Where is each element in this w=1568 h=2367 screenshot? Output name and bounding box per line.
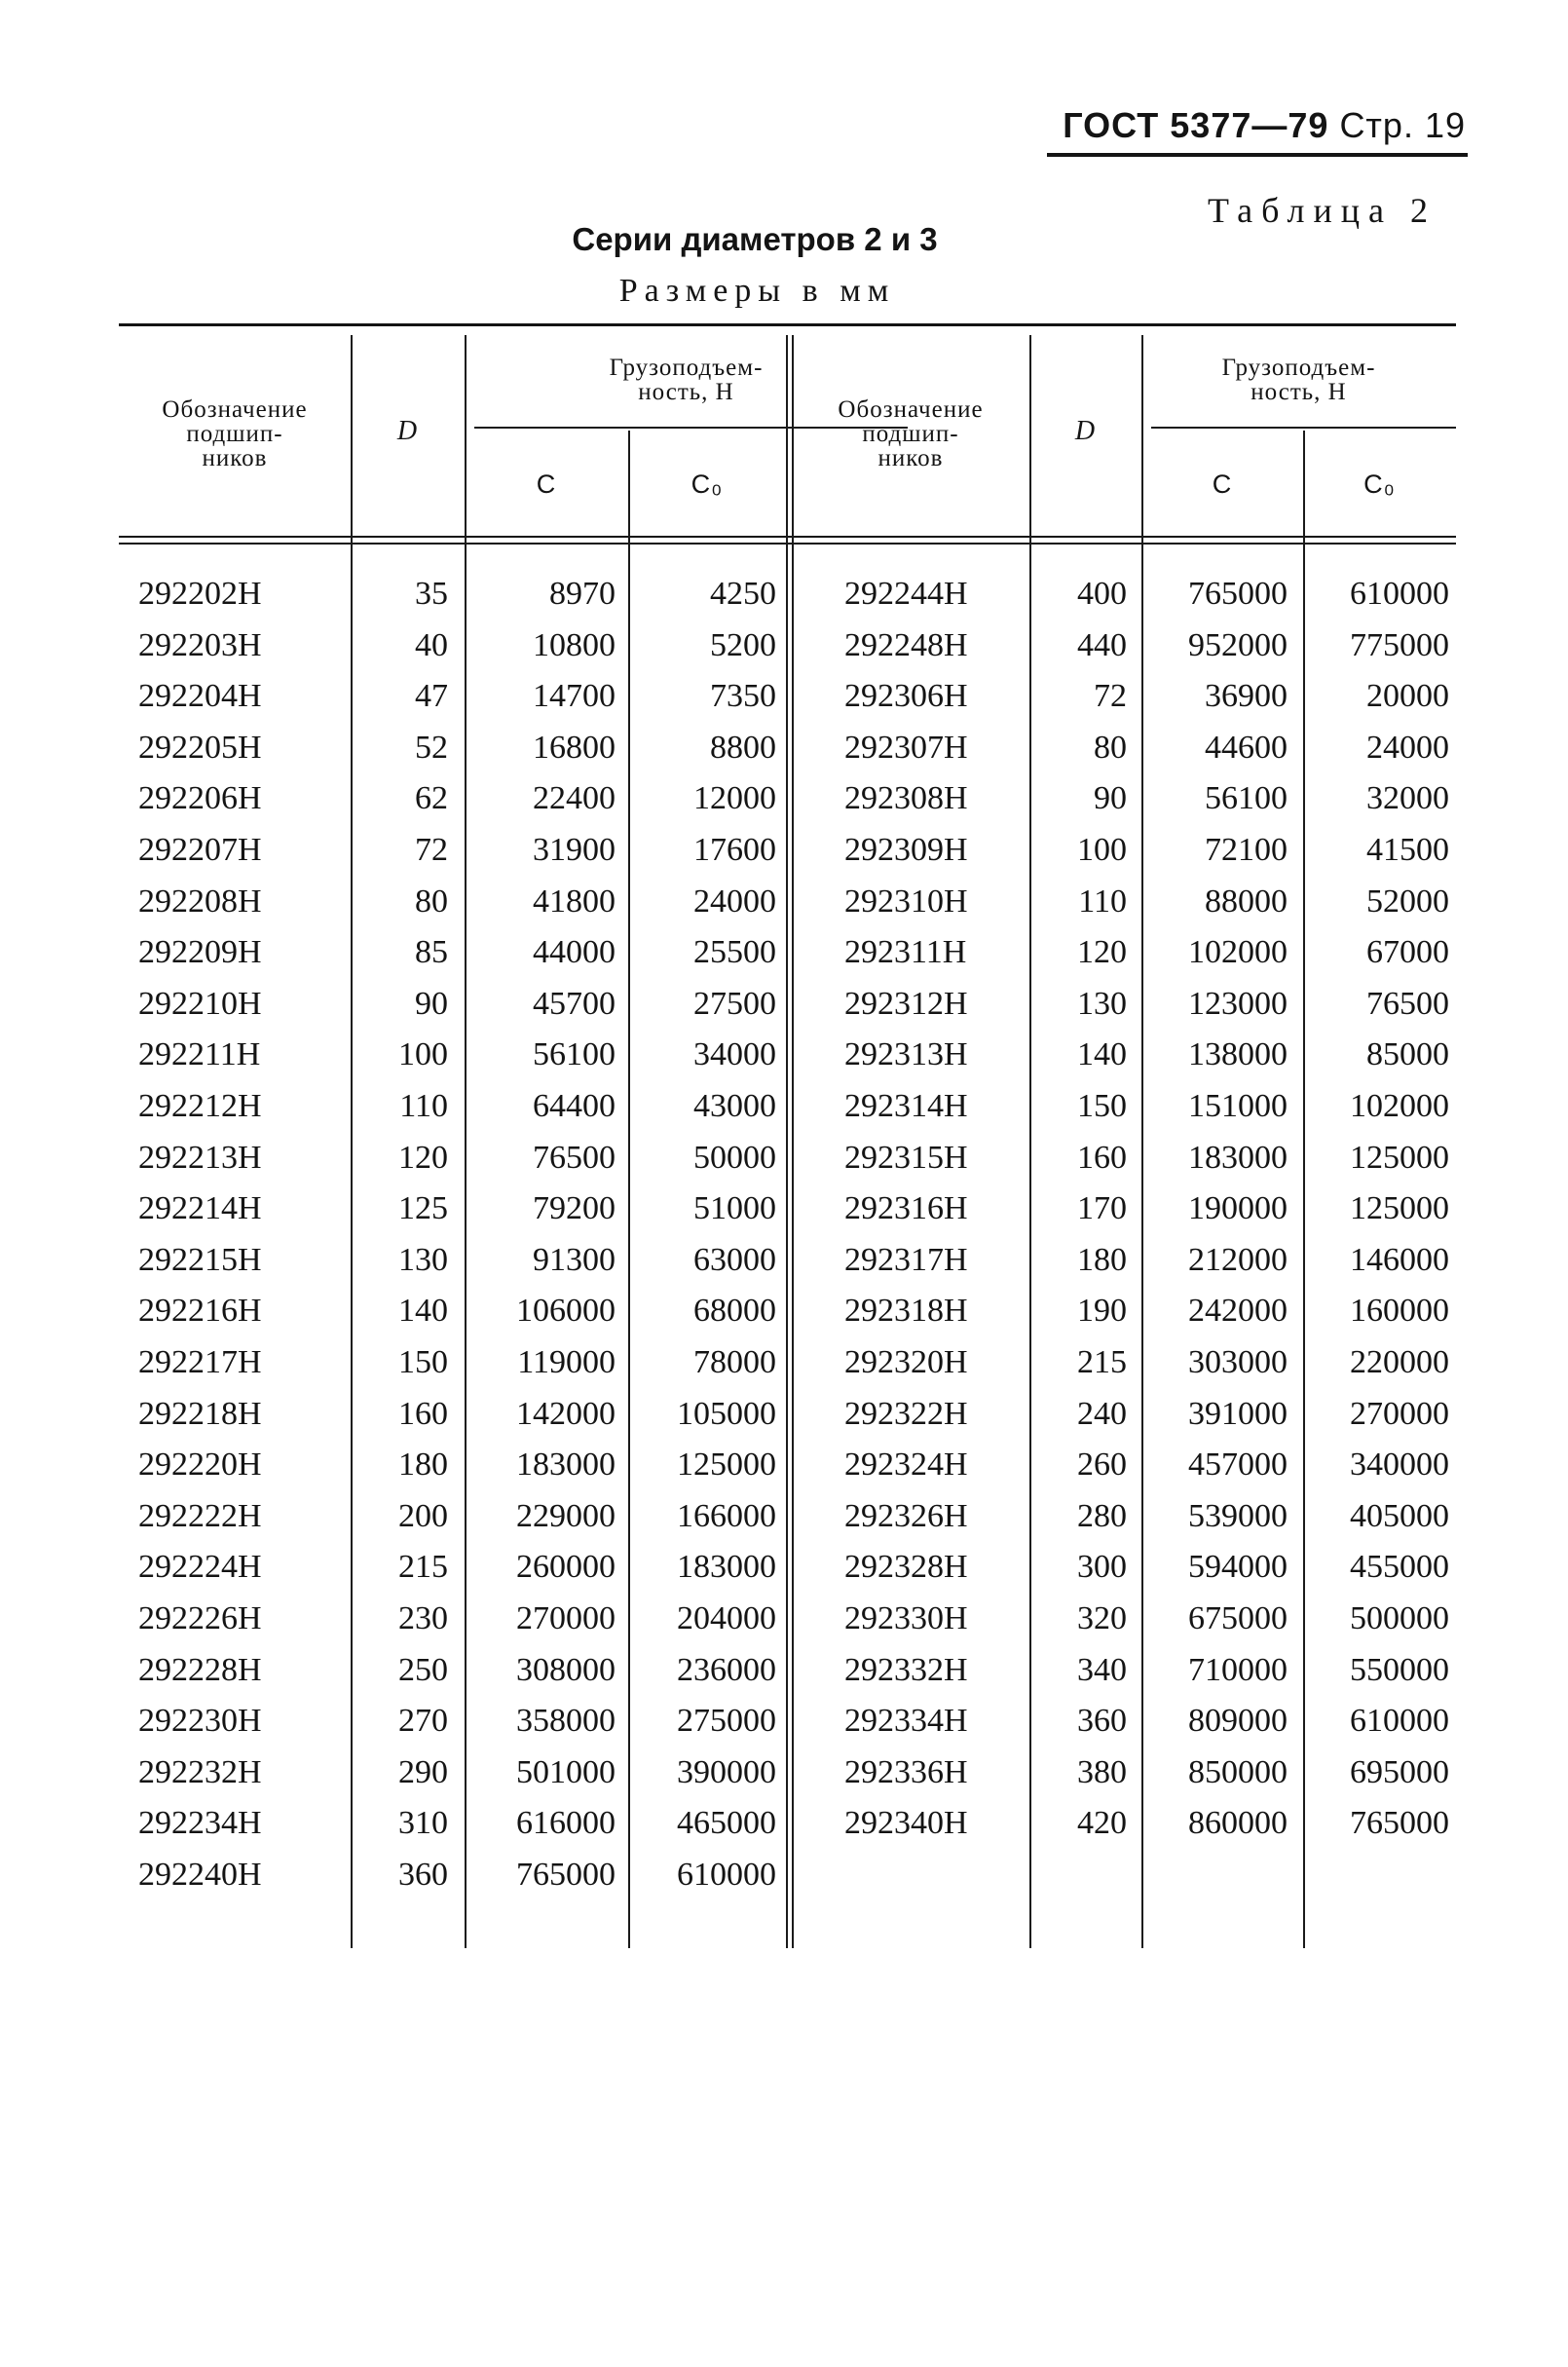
cell-designation: 292217Н	[138, 1344, 262, 1380]
cell-diameter: 360	[1077, 1703, 1127, 1740]
cell-load-c0: 610000	[677, 1857, 776, 1893]
cell-designation: 292244Н	[844, 576, 968, 612]
table-row-right	[119, 825, 1456, 876]
cell-diameter: 110	[399, 1088, 448, 1124]
cell-diameter: 80	[415, 883, 448, 920]
cell-designation: 292226Н	[138, 1600, 262, 1636]
cell-designation: 292324Н	[844, 1446, 968, 1484]
cell-designation: 292317Н	[844, 1241, 968, 1278]
cell-diameter: 440	[1077, 626, 1127, 663]
cell-designation: 292215Н	[138, 1241, 262, 1278]
cell-load-c0: 125000	[1350, 1139, 1449, 1176]
cell-load-c0: 51000	[693, 1190, 776, 1227]
load-subheader-rule-right	[1151, 427, 1456, 429]
cell-designation: 292207Н	[138, 832, 262, 868]
cell-load-c: 229000	[516, 1497, 616, 1534]
cell-load-c: 457000	[1188, 1446, 1288, 1484]
cell-load-c0: 204000	[677, 1600, 776, 1636]
cell-load-c0: 765000	[1350, 1805, 1449, 1842]
header-designation: Обозначение подшип- ников	[162, 396, 308, 471]
cell-load-c0: 12000	[693, 780, 776, 817]
cell-load-c0: 695000	[1350, 1753, 1449, 1790]
cell-load-c0: 8800	[710, 729, 776, 766]
table-row-right	[119, 1235, 1456, 1286]
cell-load-c: 102000	[1188, 934, 1288, 971]
cell-designation: 292330Н	[844, 1600, 968, 1636]
cell-diameter: 215	[1077, 1344, 1127, 1380]
cell-designation: 292248Н	[844, 626, 968, 663]
cell-designation: 292334Н	[844, 1703, 968, 1740]
table-top-rule	[119, 323, 1456, 326]
cell-load-c0: 24000	[1366, 729, 1449, 766]
header-rule	[1047, 153, 1468, 157]
cell-load-c: 594000	[1188, 1549, 1288, 1586]
cell-diameter: 400	[1077, 576, 1127, 612]
cell-diameter: 120	[1077, 934, 1127, 971]
table-row-right	[119, 1184, 1456, 1234]
cell-designation: 292328Н	[844, 1549, 968, 1586]
header-diameter: D	[1074, 416, 1097, 446]
cell-designation: 292214Н	[138, 1190, 262, 1227]
cell-diameter: 150	[398, 1344, 448, 1380]
cell-load-c0: 270000	[1350, 1395, 1449, 1432]
cell-load-c0: 50000	[693, 1139, 776, 1176]
cell-load-c0: 455000	[1350, 1549, 1449, 1586]
header-c0: C₀	[691, 470, 724, 499]
cell-load-c0: 465000	[677, 1805, 776, 1842]
cell-designation: 292203Н	[138, 626, 262, 663]
cell-load-c0: 41500	[1366, 832, 1449, 868]
cell-load-c: 710000	[1188, 1651, 1288, 1688]
cell-load-c: 260000	[516, 1549, 616, 1586]
cell-load-c: 242000	[1188, 1293, 1288, 1330]
cell-diameter: 260	[1077, 1446, 1127, 1484]
cell-designation: 292220Н	[138, 1446, 262, 1484]
table-number: Таблица 2	[1208, 191, 1437, 230]
cell-load-c0: 17600	[693, 832, 776, 868]
table-row-right	[119, 1133, 1456, 1184]
table-row-right	[119, 569, 1456, 620]
cell-load-c0: 275000	[677, 1703, 776, 1740]
cell-load-c0: 105000	[677, 1395, 776, 1432]
cell-load-c0: 34000	[693, 1036, 776, 1073]
cell-load-c0: 405000	[1350, 1497, 1449, 1534]
table-row-right	[119, 723, 1456, 773]
cell-diameter: 310	[398, 1805, 448, 1842]
cell-load-c: 616000	[516, 1805, 616, 1842]
table-row-right	[119, 1337, 1456, 1388]
cell-designation: 292222Н	[138, 1497, 262, 1534]
cell-designation: 292240Н	[138, 1857, 262, 1893]
cell-load-c: 358000	[516, 1703, 616, 1740]
table-row-right	[119, 1645, 1456, 1696]
cell-load-c0: 183000	[677, 1549, 776, 1586]
cell-load-c: 56100	[533, 1036, 616, 1073]
cell-diameter: 290	[398, 1753, 448, 1790]
cell-load-c0: 27500	[693, 985, 776, 1022]
cell-load-c0: 67000	[1366, 934, 1449, 971]
cell-load-c0: 610000	[1350, 576, 1449, 612]
cell-diameter: 360	[398, 1857, 448, 1893]
cell-designation: 292309Н	[844, 832, 968, 868]
cell-diameter: 280	[1077, 1497, 1127, 1534]
cell-load-c: 142000	[516, 1395, 616, 1432]
cell-designation: 292336Н	[844, 1753, 968, 1790]
cell-load-c0: 125000	[1350, 1190, 1449, 1227]
running-header	[1063, 105, 1466, 146]
cell-diameter: 90	[1094, 780, 1127, 817]
cell-load-c: 308000	[516, 1651, 616, 1688]
cell-diameter: 160	[1077, 1139, 1127, 1176]
cell-diameter: 72	[1094, 678, 1127, 715]
cell-load-c: 44000	[533, 934, 616, 971]
cell-diameter: 240	[1077, 1395, 1127, 1432]
cell-load-c: 303000	[1188, 1344, 1288, 1380]
cell-diameter: 47	[415, 678, 448, 715]
table-row-right	[119, 1081, 1456, 1132]
cell-designation: 292314Н	[844, 1088, 968, 1124]
cell-load-c: 183000	[516, 1446, 616, 1484]
cell-designation: 292224Н	[138, 1549, 262, 1586]
cell-designation: 292340Н	[844, 1805, 968, 1842]
table-row-right	[119, 773, 1456, 824]
table-title: Серии диаметров 2 и 3	[572, 221, 938, 257]
cell-designation: 292204Н	[138, 678, 262, 715]
cell-load-c: 850000	[1188, 1753, 1288, 1790]
cell-diameter: 320	[1077, 1600, 1127, 1636]
cell-designation: 292206Н	[138, 780, 262, 817]
cell-diameter: 215	[398, 1549, 448, 1586]
cell-diameter: 170	[1077, 1190, 1127, 1227]
cell-designation: 292211Н	[138, 1036, 261, 1073]
cell-diameter: 180	[1077, 1241, 1127, 1278]
cell-diameter: 120	[398, 1139, 448, 1176]
table-row-right	[119, 1440, 1456, 1490]
cell-load-c0: 43000	[693, 1088, 776, 1124]
cell-diameter: 40	[415, 626, 448, 663]
cell-load-c: 91300	[533, 1241, 616, 1278]
table-row-right	[119, 927, 1456, 978]
cell-designation: 292318Н	[844, 1293, 968, 1330]
cell-designation: 292230Н	[138, 1703, 262, 1740]
cell-load-c: 16800	[533, 729, 616, 766]
page-number: Стр. 19	[1339, 105, 1466, 145]
cell-load-c0: 102000	[1350, 1088, 1449, 1124]
cell-load-c0: 4250	[710, 576, 776, 612]
cell-diameter: 180	[398, 1446, 448, 1484]
cell-load-c: 952000	[1188, 626, 1288, 663]
cell-load-c0: 340000	[1350, 1446, 1449, 1484]
cell-designation: 292307Н	[844, 729, 968, 766]
cell-load-c: 31900	[533, 832, 616, 868]
cell-load-c: 45700	[533, 985, 616, 1022]
cell-load-c0: 52000	[1366, 883, 1449, 920]
cell-load-c0: 5200	[710, 626, 776, 663]
cell-load-c0: 85000	[1366, 1036, 1449, 1073]
cell-diameter: 62	[415, 780, 448, 817]
cell-designation: 292205Н	[138, 729, 262, 766]
cell-load-c0: 78000	[693, 1344, 776, 1380]
cell-designation: 292210Н	[138, 985, 262, 1022]
standard-number: ГОСТ 5377—79	[1063, 105, 1329, 145]
cell-load-c0: 236000	[677, 1651, 776, 1688]
cell-load-c: 56100	[1205, 780, 1288, 817]
cell-load-c0: 7350	[710, 678, 776, 715]
cell-load-c0: 32000	[1366, 780, 1449, 817]
table-row-right	[119, 1286, 1456, 1336]
cell-load-c: 41800	[533, 883, 616, 920]
cell-load-c0: 220000	[1350, 1344, 1449, 1380]
table-row-right	[119, 620, 1456, 671]
cell-load-c: 22400	[533, 780, 616, 817]
cell-diameter: 230	[398, 1600, 448, 1636]
cell-load-c0: 125000	[677, 1446, 776, 1484]
cell-designation: 292208Н	[138, 883, 262, 920]
cell-load-c0: 160000	[1350, 1293, 1449, 1330]
cell-designation: 292316Н	[844, 1190, 968, 1227]
cell-diameter: 100	[1077, 832, 1127, 868]
cell-designation: 292202Н	[138, 576, 262, 612]
cell-load-c0: 166000	[677, 1497, 776, 1534]
cell-designation: 292315Н	[844, 1139, 968, 1176]
cell-load-c: 212000	[1188, 1241, 1288, 1278]
cell-load-c: 151000	[1188, 1088, 1288, 1124]
table-row-right	[119, 671, 1456, 722]
cell-load-c0: 24000	[693, 883, 776, 920]
cell-load-c: 8970	[549, 576, 616, 612]
cell-designation: 292312Н	[844, 985, 968, 1022]
cell-designation: 292313Н	[844, 1036, 968, 1073]
units-caption: Размеры в мм	[618, 273, 896, 309]
cell-load-c: 765000	[1188, 576, 1288, 612]
header-load-capacity: Грузоподъем- ность, Н	[1221, 355, 1376, 405]
table-row-right	[119, 979, 1456, 1030]
cell-designation: 292232Н	[138, 1753, 262, 1790]
cell-diameter: 125	[398, 1190, 448, 1227]
cell-load-c: 675000	[1188, 1600, 1288, 1636]
cell-designation: 292332Н	[844, 1651, 968, 1688]
header-c0: C₀	[1363, 470, 1396, 499]
cell-designation: 292311Н	[844, 934, 967, 971]
table-row-right	[119, 1389, 1456, 1440]
cell-designation: 292322Н	[844, 1395, 968, 1432]
cell-diameter: 85	[415, 934, 448, 971]
cell-load-c: 106000	[516, 1293, 616, 1330]
cell-diameter: 420	[1077, 1805, 1127, 1842]
cell-load-c: 809000	[1188, 1703, 1288, 1740]
cell-load-c0: 390000	[677, 1753, 776, 1790]
header-c: C	[1212, 470, 1233, 499]
table-row-right	[119, 1747, 1456, 1798]
cell-designation: 292310Н	[844, 883, 968, 920]
cell-designation: 292209Н	[138, 934, 262, 971]
header-load-capacity: Грузоподъем- ность, Н	[609, 355, 764, 405]
cell-diameter: 150	[1077, 1088, 1127, 1124]
cell-load-c: 64400	[533, 1088, 616, 1124]
cell-load-c: 138000	[1188, 1036, 1288, 1073]
cell-load-c: 270000	[516, 1600, 616, 1636]
cell-diameter: 200	[398, 1497, 448, 1534]
cell-designation: 292218Н	[138, 1395, 262, 1432]
cell-load-c: 765000	[516, 1857, 616, 1893]
cell-designation: 292326Н	[844, 1497, 968, 1534]
cell-diameter: 130	[1077, 985, 1127, 1022]
header-diameter: D	[396, 416, 419, 446]
cell-diameter: 52	[415, 729, 448, 766]
cell-load-c0: 25500	[693, 934, 776, 971]
cell-diameter: 160	[398, 1395, 448, 1432]
cell-designation: 292212Н	[138, 1088, 262, 1124]
table-row-right	[119, 1594, 1456, 1644]
cell-diameter: 130	[398, 1241, 448, 1278]
cell-load-c: 190000	[1188, 1190, 1288, 1227]
table-row-left	[119, 1850, 1456, 1900]
cell-load-c: 88000	[1205, 883, 1288, 920]
cell-load-c0: 550000	[1350, 1651, 1449, 1688]
cell-diameter: 72	[415, 832, 448, 868]
table-row-right	[119, 877, 1456, 927]
cell-load-c0: 610000	[1350, 1703, 1449, 1740]
cell-designation: 292228Н	[138, 1651, 262, 1688]
cell-load-c: 36900	[1205, 678, 1288, 715]
cell-diameter: 300	[1077, 1549, 1127, 1586]
cell-load-c: 539000	[1188, 1497, 1288, 1534]
cell-load-c: 183000	[1188, 1139, 1288, 1176]
cell-diameter: 250	[398, 1651, 448, 1688]
cell-load-c: 501000	[516, 1753, 616, 1790]
cell-load-c0: 63000	[693, 1241, 776, 1278]
header-c: C	[536, 470, 557, 499]
cell-load-c: 123000	[1188, 985, 1288, 1022]
table-row-right	[119, 1542, 1456, 1593]
header-designation: Обозначение подшип- ников	[838, 396, 984, 471]
cell-load-c0: 500000	[1350, 1600, 1449, 1636]
cell-diameter: 140	[398, 1293, 448, 1330]
cell-diameter: 380	[1077, 1753, 1127, 1790]
cell-load-c: 72100	[1205, 832, 1288, 868]
cell-diameter: 270	[398, 1703, 448, 1740]
cell-load-c: 79200	[533, 1190, 616, 1227]
cell-diameter: 110	[1078, 883, 1127, 920]
cell-diameter: 90	[415, 985, 448, 1022]
cell-designation: 292306Н	[844, 678, 968, 715]
cell-designation: 292308Н	[844, 780, 968, 817]
cell-diameter: 35	[415, 576, 448, 612]
cell-designation: 292234Н	[138, 1805, 262, 1842]
cell-load-c: 44600	[1205, 729, 1288, 766]
cell-designation: 292320Н	[844, 1344, 968, 1380]
cell-load-c0: 146000	[1350, 1241, 1449, 1278]
cell-load-c: 391000	[1188, 1395, 1288, 1432]
cell-load-c0: 775000	[1350, 626, 1449, 663]
table-row-right	[119, 1696, 1456, 1747]
cell-load-c: 76500	[533, 1139, 616, 1176]
cell-designation: 292216Н	[138, 1293, 262, 1330]
table-row-right	[119, 1030, 1456, 1080]
cell-load-c: 119000	[517, 1344, 616, 1380]
cell-load-c: 14700	[533, 678, 616, 715]
cell-designation: 292213Н	[138, 1139, 262, 1176]
cell-diameter: 340	[1077, 1651, 1127, 1688]
cell-load-c0: 76500	[1366, 985, 1449, 1022]
cell-load-c0: 20000	[1366, 678, 1449, 715]
cell-diameter: 140	[1077, 1036, 1127, 1073]
cell-diameter: 190	[1077, 1293, 1127, 1330]
cell-load-c: 860000	[1188, 1805, 1288, 1842]
table-row-right	[119, 1491, 1456, 1542]
cell-diameter: 80	[1094, 729, 1127, 766]
table-row-right	[119, 1798, 1456, 1849]
cell-load-c: 10800	[533, 626, 616, 663]
cell-diameter: 100	[398, 1036, 448, 1073]
cell-load-c0: 68000	[693, 1293, 776, 1330]
